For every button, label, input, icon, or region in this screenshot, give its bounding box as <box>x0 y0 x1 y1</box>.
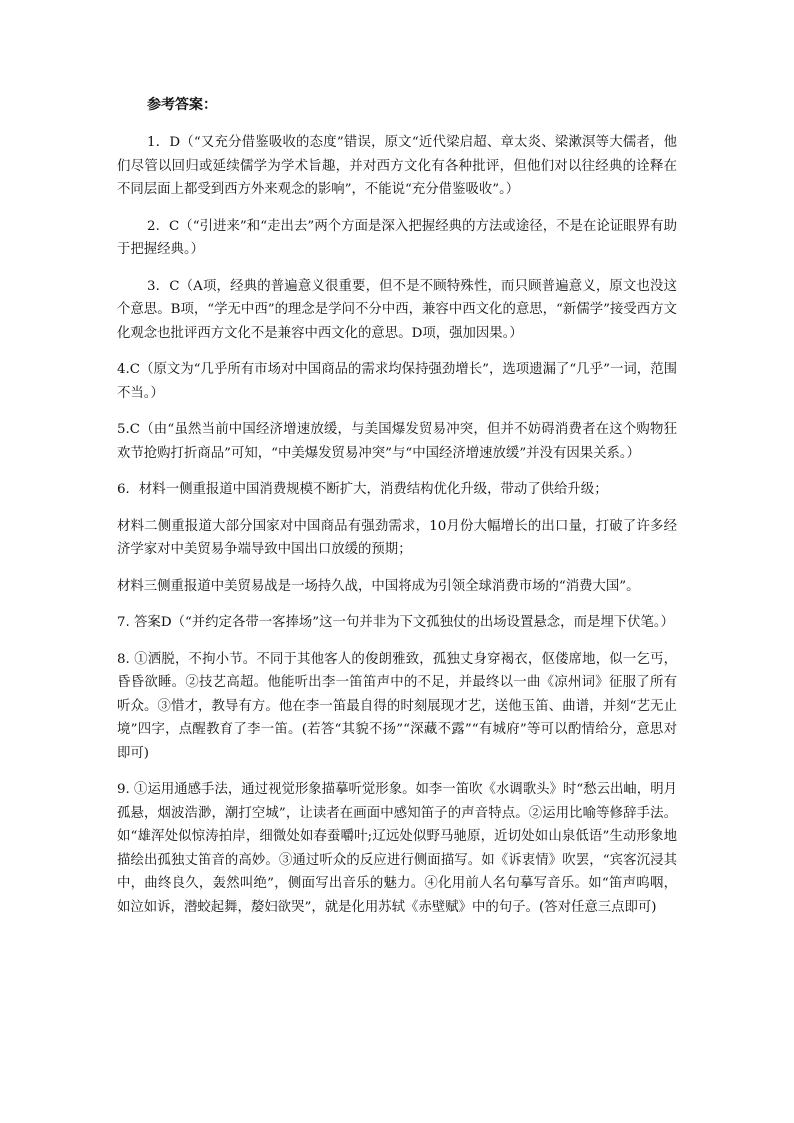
answer-6-material-1: 6．材料一侧重报道中国消费规模不断扩大，消费结构优化升级，带动了供给升级； <box>117 482 608 497</box>
answer-9: 9. ①运用通感手法，通过视觉形象描摹听觉形象。如李一笛吹《水调歌头》时“愁云出岫，明月孤悬，烟波浩渺，潮打空城”，让读者在画面中感知笛子的声音特点。②运用比喻等修辞手法。如“雄浑处似惊涛拍岸，细微处如春蚕嚼叶;辽远处似野马驰原，近切处如山泉低语”生动形象地描绘出孤独丈笛音的高妙。③通过听众的反应进行侧面描写。如《诉衷情》吹罢，“宾客沉浸其中，曲终良久，轰然叫绝”，侧面写出音乐的魅力。④化用前人名句摹写音乐。如“笛声呜咽，如泣如诉，潜蛟起舞，嫠妇欲哭”，就是化用苏轼《赤壁赋》中的句子。(答对任意三点即可) <box>117 782 677 915</box>
answer-1: 1．D（“又充分借鉴吸收的态度”错误，原文“近代梁启超、章太炎、梁漱溟等大儒者，他们尽管以回归或延续儒学为学术旨趣，并对西方文化有各种批评，但他们对以往经典的诠释在不同层面上都受到西方外来观念的影响”，不能说“充分借鉴吸收”。） <box>117 135 677 197</box>
answer-6-material-3: 材料三侧重报道中美贸易战是一场持久战，中国将成为引领全球消费市场的“消费大国”。 <box>117 578 640 594</box>
answer-4: 4.C（原文为“几乎所有市场对中国商品的需求均保持强劲增长”，选项遗漏了“几乎”一词，范围不当。） <box>117 362 677 401</box>
answer-document <box>117 95 677 932</box>
answer-2: 2．C（“引进来”和“走出去”两个方面是深入把握经典的方法或途径，不是在论证眼界有助于把握经典。） <box>117 218 677 257</box>
answer-5: 5.C（由“虽然当前中国经济增速放缓，与美国爆发贸易冲突，但并不妨碍消费者在这个购物狂欢节抢购打折商品”可知，“中美爆发贸易冲突”与“中国经济增速放缓”并没有因果关系。） <box>117 422 677 461</box>
answer-3: 3．C（A项，经典的普遍意义很重要，但不是不顾特殊性，而只顾普遍意义，原文也没这个意思。B项，“学无中西”的理念是学问不分中西，兼容中西文化的意思，“新儒学”接受西方文化观念也批评西方文化不是兼容中西文化的意思。D项，强加因果。） <box>117 278 677 341</box>
answer-8: 8. ①洒脱，不拘小节。不同于其他客人的俊朗雅致，孤独丈身穿褐衣，伛偻席地，似一乞丐，昏昏欲睡。②技艺高超。他能听出李一笛笛声中的不足，并最终以一曲《凉州词》征服了所有听众。③惜才，教导有方。他在李一笛最自得的时刻展现才艺，送他玉笛、曲谱，并刻“艺无止境”四字，点醒教育了李一笛。(若答“其貌不扬”“深藏不露”“有城府”等可以酌情给分，意思对即可) <box>117 651 677 761</box>
answer-7: 7. 答案D（“并约定各带一客捧场”这一句并非为下文孤独仗的出场设置悬念，而是埋下伏笔。） <box>117 615 674 630</box>
answer-6-material-2: 材料二侧重报道大部分国家对中国商品有强劲需求，10月份大幅增长的出口量，打破了许多经济学家对中美贸易争端导致中国出口放缓的预期； <box>117 518 677 557</box>
answers-heading: 参考答案： <box>147 97 217 113</box>
